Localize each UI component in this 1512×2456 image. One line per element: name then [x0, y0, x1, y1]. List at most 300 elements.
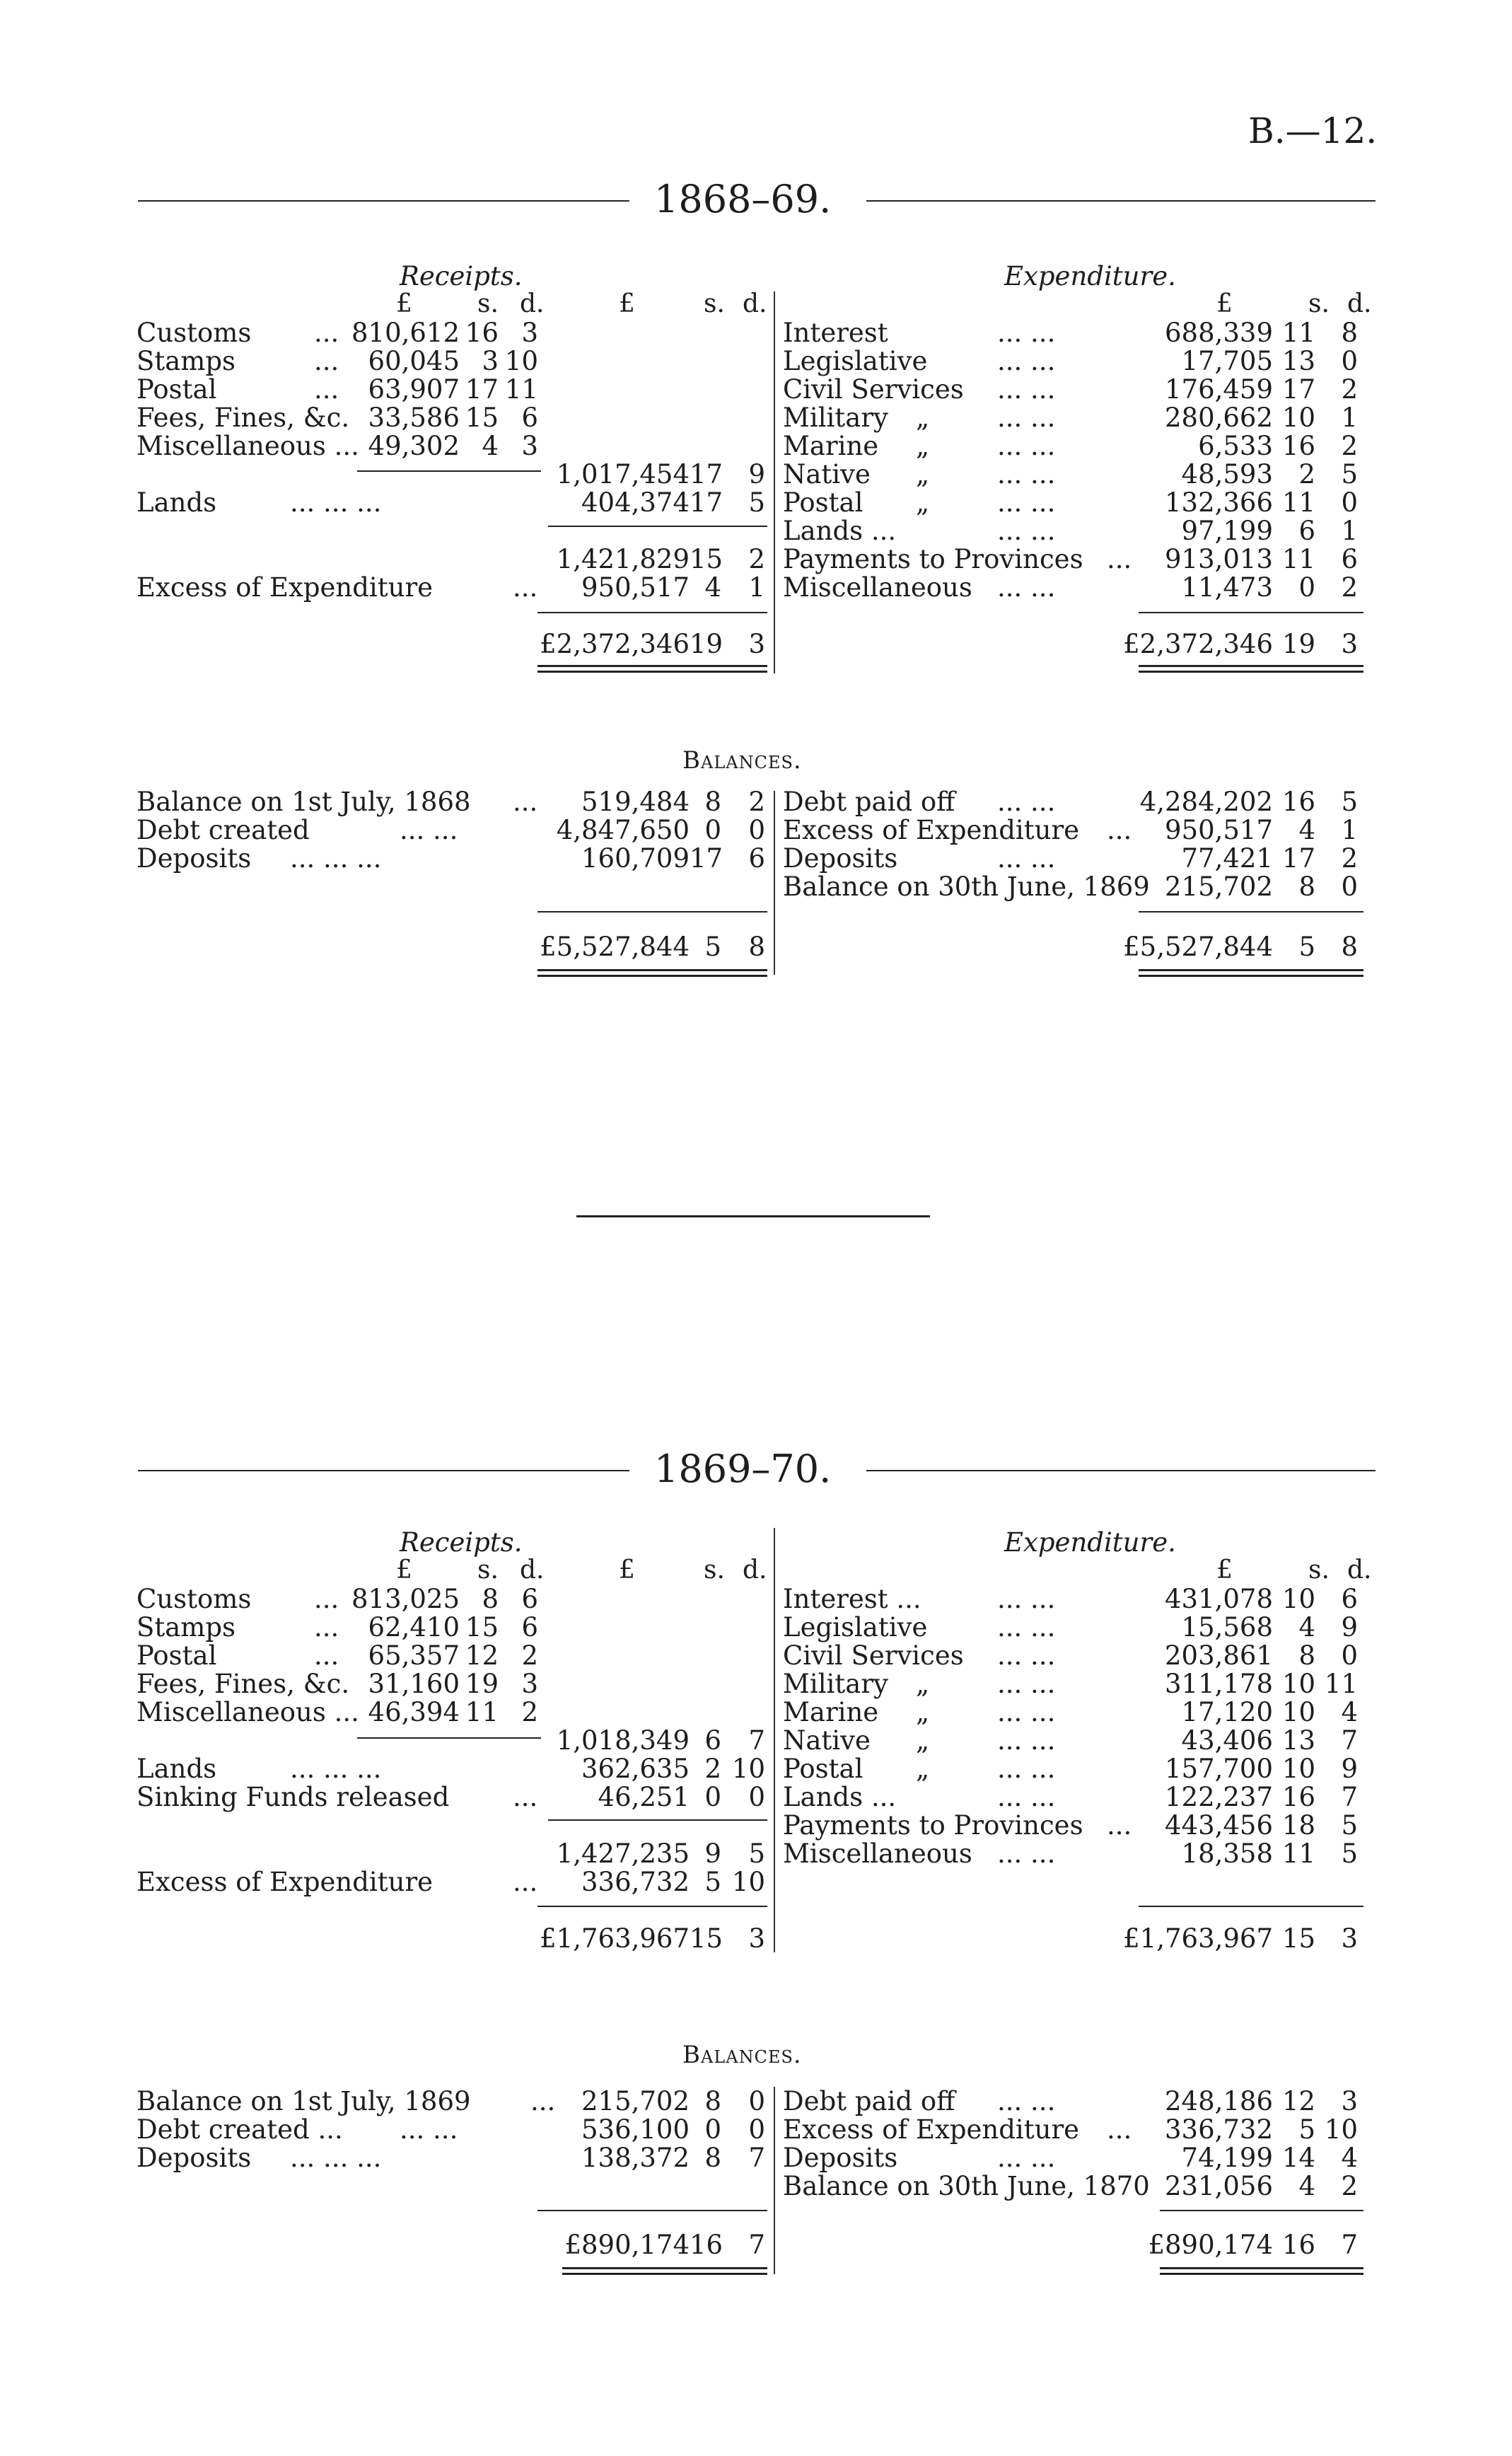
subtotal-pence: 2	[748, 544, 765, 574]
subtotal-shillings: 17	[690, 459, 723, 490]
expenditure-pounds: 43,406	[1181, 1725, 1273, 1756]
excess-label: Excess of Expenditure	[136, 1867, 434, 1897]
sinking-funds-label: Sinking Funds released	[136, 1782, 450, 1812]
total-pounds: £1,763,967	[1123, 1923, 1273, 1954]
balance-label: Deposits	[783, 843, 898, 874]
total-pence: 3	[748, 1923, 765, 1954]
total-shillings: 5	[1298, 932, 1315, 962]
subtotal-pounds: 1,421,829	[556, 544, 690, 574]
dots: ... ...	[997, 572, 1056, 603]
balance-pounds: 248,186	[1164, 2086, 1273, 2116]
lands-label: Lands	[136, 487, 217, 518]
expenditure-pounds: 311,178	[1164, 1669, 1273, 1699]
total-shillings: 16	[1281, 2230, 1315, 2260]
receipt-pounds: 49,302	[368, 431, 460, 461]
total-pence: 3	[748, 629, 765, 659]
double-rule	[1160, 2273, 1363, 2275]
title-rule-left	[138, 200, 629, 202]
expenditure-pounds: 97,199	[1181, 516, 1273, 546]
pounds-header: £	[619, 1556, 635, 1585]
expenditure-pounds: 15,568	[1181, 1612, 1273, 1643]
expenditure-shillings: 2	[1298, 459, 1315, 490]
dots: ... ...	[997, 374, 1056, 405]
balance-label: Balance on 30th June, 1869	[783, 871, 1150, 902]
expenditure-shillings: 10	[1281, 1669, 1315, 1699]
expenditure-pounds: 176,459	[1164, 374, 1273, 405]
total-pounds: £2,372,346	[1123, 629, 1273, 659]
expenditure-pence: 5	[1341, 1838, 1358, 1869]
pounds-header: £	[396, 289, 412, 318]
lands-pounds: 362,635	[581, 1754, 690, 1784]
balance-shillings: 4	[1298, 2171, 1315, 2201]
receipt-pence: 3	[521, 431, 538, 461]
dots: ...	[1107, 2114, 1132, 2145]
expenditure-pence: 2	[1341, 431, 1358, 461]
balance-pence: 5	[1341, 787, 1358, 817]
expenditure-label: Military	[783, 402, 888, 433]
balance-label: Debt created	[136, 815, 310, 845]
expenditure-heading: Expenditure.	[1004, 1527, 1176, 1558]
dots: ... ...	[997, 2143, 1056, 2173]
total-pounds: £2,372,346	[540, 629, 690, 659]
lands-pounds: 404,374	[581, 487, 690, 518]
receipt-pounds: 65,357	[368, 1640, 460, 1671]
shillings-header: s.	[477, 289, 499, 318]
dots: ... ...	[997, 487, 1056, 518]
dots: ...	[513, 787, 538, 817]
subtotal-rule	[548, 1819, 767, 1821]
dots: ... ...	[997, 516, 1056, 546]
pounds-header: £	[396, 1556, 412, 1585]
expenditure-pence: 0	[1341, 1640, 1358, 1671]
balance-pence: 10	[1324, 2114, 1358, 2145]
total-pence: 3	[1341, 629, 1358, 659]
expenditure-pence: 0	[1341, 346, 1358, 376]
receipt-shillings: 17	[465, 374, 499, 405]
double-rule	[537, 665, 767, 667]
receipt-shillings: 8	[482, 1584, 499, 1614]
expenditure-shillings: 16	[1281, 1782, 1315, 1812]
expenditure-shillings: 11	[1281, 1838, 1315, 1869]
receipt-pounds: 46,394	[368, 1697, 460, 1727]
receipt-label: Postal	[136, 1640, 217, 1671]
expenditure-shillings: 4	[1298, 1612, 1315, 1643]
ditto-mark: „	[916, 402, 930, 433]
expenditure-label: Civil Services	[783, 1640, 964, 1671]
column-divider	[774, 1528, 775, 1952]
balance-label: Balance on 1st July, 1868	[136, 787, 471, 817]
expenditure-pounds: 688,339	[1164, 318, 1273, 348]
balance-shillings: 8	[704, 2143, 721, 2173]
ditto-mark: „	[916, 1754, 930, 1784]
expenditure-label: Marine	[783, 431, 879, 461]
balance-pounds: 215,702	[1164, 871, 1273, 902]
total-pence: 3	[1341, 1923, 1358, 1954]
double-rule	[537, 671, 767, 673]
dots: ... ...	[997, 1725, 1056, 1756]
expenditure-heading: Expenditure.	[1004, 261, 1176, 291]
subtotal-shillings: 9	[704, 1838, 721, 1869]
expenditure-label: Civil Services	[783, 374, 964, 405]
dots: ...	[314, 1584, 339, 1614]
balance-shillings: 17	[690, 843, 723, 874]
expenditure-shillings: 11	[1281, 544, 1315, 574]
pence-header: d.	[520, 1556, 545, 1585]
receipt-shillings: 3	[482, 346, 499, 376]
expenditure-pounds: 913,013	[1164, 544, 1273, 574]
double-rule	[1160, 2267, 1363, 2269]
subtotal-pence: 5	[748, 1838, 765, 1869]
balance-label: Excess of Expenditure	[783, 2114, 1080, 2145]
receipt-shillings: 19	[465, 1669, 499, 1699]
title-rule-left	[138, 1470, 629, 1471]
receipt-label: Customs	[136, 318, 252, 348]
title-rule-right	[866, 200, 1376, 202]
expenditure-label: Payments to Provinces	[783, 1810, 1083, 1841]
balance-pence: 4	[1341, 2143, 1358, 2173]
expenditure-pounds: 203,861	[1164, 1640, 1273, 1671]
balance-pounds: 138,372	[581, 2143, 690, 2173]
expenditure-pounds: 132,366	[1164, 487, 1273, 518]
lands-pence: 5	[748, 487, 765, 518]
expenditure-label: Military	[783, 1669, 888, 1699]
expenditure-pence: 7	[1341, 1725, 1358, 1756]
subtotal-pounds: 1,017,454	[556, 459, 690, 490]
subtotal-shillings: 6	[704, 1725, 721, 1756]
balance-pence: 0	[748, 2114, 765, 2145]
ditto-mark: „	[916, 1725, 930, 1756]
ditto-mark: „	[916, 487, 930, 518]
dots: ... ...	[997, 346, 1056, 376]
expenditure-pence: 9	[1341, 1612, 1358, 1643]
excess-pence: 1	[748, 572, 765, 603]
excess-shillings: 5	[704, 1867, 721, 1897]
total-rule	[1139, 911, 1363, 913]
expenditure-pence: 5	[1341, 1810, 1358, 1841]
total-rule	[537, 1906, 767, 1907]
receipt-pence: 2	[521, 1640, 538, 1671]
dots: ... ...	[997, 1838, 1056, 1869]
expenditure-shillings: 10	[1281, 1754, 1315, 1784]
subtotal-pence: 7	[748, 1725, 765, 1756]
section-title-1868: 1868–69.	[654, 177, 832, 221]
total-pounds: £890,174	[1148, 2230, 1273, 2260]
balance-shillings: 8	[704, 787, 721, 817]
title-rule-right	[866, 1470, 1376, 1471]
balance-pounds: 215,702	[581, 2086, 690, 2116]
shillings-header: s.	[1308, 1556, 1330, 1585]
total-shillings: 15	[1281, 1923, 1315, 1954]
expenditure-label: Lands ...	[783, 516, 897, 546]
expenditure-pounds: 443,456	[1164, 1810, 1273, 1841]
total-pence: 8	[748, 932, 765, 962]
excess-shillings: 4	[704, 572, 721, 603]
balance-shillings: 17	[1281, 843, 1315, 874]
balances-heading: Balances.	[682, 2041, 802, 2069]
expenditure-pence: 11	[1324, 1669, 1358, 1699]
dots: ... ...	[997, 2086, 1056, 2116]
expenditure-label: Postal	[783, 1754, 863, 1784]
expenditure-pounds: 280,662	[1164, 402, 1273, 433]
pounds-header: £	[1216, 289, 1233, 318]
expenditure-pounds: 122,237	[1164, 1782, 1273, 1812]
expenditure-shillings: 10	[1281, 402, 1315, 433]
receipt-label: Postal	[136, 374, 217, 405]
dots: ...	[1107, 1810, 1132, 1841]
double-rule	[1139, 969, 1363, 971]
dots: ...	[513, 572, 538, 603]
expenditure-pence: 6	[1341, 1584, 1358, 1614]
dots: ... ...	[997, 1584, 1056, 1614]
expenditure-pence: 6	[1341, 544, 1358, 574]
balance-shillings: 8	[704, 2086, 721, 2116]
sinking-funds-pounds: 46,251	[598, 1782, 690, 1812]
dots: ... ... ...	[290, 1754, 382, 1784]
total-shillings: 19	[690, 629, 723, 659]
receipt-pounds: 31,160	[368, 1669, 460, 1699]
receipt-label: Customs	[136, 1584, 252, 1614]
receipt-shillings: 16	[465, 318, 499, 348]
receipt-label: Miscellaneous ...	[136, 1697, 359, 1727]
receipt-label: Miscellaneous ...	[136, 431, 359, 461]
balance-pounds: 336,732	[1164, 2114, 1273, 2145]
dots: ...	[1107, 544, 1132, 574]
balance-pounds: 231,056	[1164, 2171, 1273, 2201]
balance-pounds: 4,284,202	[1139, 787, 1273, 817]
balance-shillings: 14	[1281, 2143, 1315, 2173]
lands-shillings: 17	[690, 487, 723, 518]
expenditure-pounds: 11,473	[1181, 572, 1273, 603]
double-rule	[1139, 665, 1363, 667]
total-shillings: 16	[690, 2230, 723, 2260]
subtotal-pounds: 1,427,235	[556, 1838, 690, 1869]
receipt-pence: 6	[521, 1612, 538, 1643]
subtotal-rule	[548, 526, 767, 527]
balance-label: Debt paid off	[783, 2086, 955, 2116]
balance-pounds: 519,484	[581, 787, 690, 817]
total-pounds: £5,527,844	[1123, 932, 1273, 962]
dots: ... ...	[997, 1754, 1056, 1784]
pounds-header: £	[619, 289, 635, 318]
expenditure-pence: 5	[1341, 459, 1358, 490]
excess-pence: 10	[731, 1867, 765, 1897]
expenditure-shillings: 0	[1298, 572, 1315, 603]
dots: ...	[314, 346, 339, 376]
pence-header: d.	[1347, 289, 1372, 318]
expenditure-pounds: 48,593	[1181, 459, 1273, 490]
receipt-label: Stamps	[136, 1612, 236, 1643]
balance-pence: 2	[748, 787, 765, 817]
balance-pence: 0	[748, 2086, 765, 2116]
expenditure-label: Postal	[783, 487, 863, 518]
balance-label: Debt paid off	[783, 787, 955, 817]
dots: ... ...	[400, 815, 458, 845]
page-reference: B.—12.	[1248, 110, 1378, 151]
total-pounds: £890,174	[564, 2230, 690, 2260]
dots: ...	[513, 1782, 538, 1812]
subtotal-rule	[357, 1737, 541, 1739]
receipt-shillings: 4	[482, 431, 499, 461]
pence-header: d.	[520, 289, 545, 318]
expenditure-shillings: 13	[1281, 1725, 1315, 1756]
balance-pounds: 160,709	[581, 843, 690, 874]
expenditure-label: Legislative	[783, 1612, 928, 1643]
balance-shillings: 16	[1281, 787, 1315, 817]
subtotal-pence: 9	[748, 459, 765, 490]
expenditure-label: Lands ...	[783, 1782, 897, 1812]
dots: ...	[314, 318, 339, 348]
balance-label: Debt created ...	[136, 2114, 343, 2145]
total-rule	[537, 2210, 767, 2211]
dots: ... ...	[997, 1612, 1056, 1643]
shillings-header: s.	[1308, 289, 1330, 318]
dots: ... ...	[997, 787, 1056, 817]
receipt-pence: 2	[521, 1697, 538, 1727]
column-divider	[774, 2087, 775, 2274]
ditto-mark: „	[916, 1669, 930, 1699]
double-rule	[537, 975, 767, 977]
dots: ... ...	[997, 1782, 1056, 1812]
balance-label: Deposits	[136, 2143, 252, 2173]
expenditure-pence: 8	[1341, 318, 1358, 348]
receipt-label: Fees, Fines, &c.	[136, 402, 350, 433]
expenditure-label: Marine	[783, 1697, 879, 1727]
column-divider	[774, 791, 775, 975]
balances-heading: Balances.	[682, 746, 802, 775]
balance-label: Deposits	[783, 2143, 898, 2173]
receipt-pounds: 813,025	[351, 1584, 460, 1614]
balance-pounds: 74,199	[1181, 2143, 1273, 2173]
expenditure-shillings: 11	[1281, 318, 1315, 348]
dots: ... ... ...	[290, 487, 382, 518]
expenditure-pounds: 17,120	[1181, 1697, 1273, 1727]
receipt-pence: 6	[521, 402, 538, 433]
pence-header: d.	[1347, 1556, 1372, 1585]
subtotal-shillings: 15	[690, 544, 723, 574]
balance-label: Balance on 1st July, 1869	[136, 2086, 471, 2116]
expenditure-pence: 4	[1341, 1697, 1358, 1727]
total-pence: 7	[748, 2230, 765, 2260]
total-shillings: 15	[690, 1923, 723, 1954]
dots: ... ... ...	[290, 843, 382, 874]
total-rule	[1160, 2210, 1363, 2211]
expenditure-pounds: 17,705	[1181, 346, 1273, 376]
expenditure-pence: 9	[1341, 1754, 1358, 1784]
sinking-funds-shillings: 0	[704, 1782, 721, 1812]
balance-pence: 7	[748, 2143, 765, 2173]
receipt-pounds: 62,410	[368, 1612, 460, 1643]
expenditure-label: Native	[783, 459, 871, 490]
expenditure-shillings: 6	[1298, 516, 1315, 546]
receipts-heading: Receipts.	[400, 261, 523, 291]
total-rule	[1139, 612, 1363, 613]
receipt-pence: 6	[521, 1584, 538, 1614]
lands-shillings: 2	[704, 1754, 721, 1784]
expenditure-shillings: 16	[1281, 431, 1315, 461]
shillings-header: s.	[704, 289, 725, 318]
receipt-label: Stamps	[136, 346, 236, 376]
excess-pounds: 950,517	[581, 572, 690, 603]
total-pounds: £5,527,844	[540, 932, 690, 962]
ditto-mark: „	[916, 1697, 930, 1727]
receipt-pence: 11	[504, 374, 538, 405]
excess-label: Excess of Expenditure	[136, 572, 434, 603]
balance-pence: 3	[1341, 2086, 1358, 2116]
expenditure-shillings: 10	[1281, 1697, 1315, 1727]
receipt-pence: 3	[521, 1669, 538, 1699]
expenditure-pounds: 157,700	[1164, 1754, 1273, 1784]
dots: ...	[513, 1867, 538, 1897]
currency-header	[396, 291, 412, 317]
dots: ... ...	[997, 1697, 1056, 1727]
expenditure-shillings: 13	[1281, 346, 1315, 376]
lands-pence: 10	[731, 1754, 765, 1784]
balance-label: Excess of Expenditure	[783, 815, 1080, 845]
double-rule	[562, 2267, 767, 2269]
dots: ... ...	[997, 431, 1056, 461]
receipt-pence: 3	[521, 318, 538, 348]
expenditure-shillings: 10	[1281, 1584, 1315, 1614]
sinking-funds-pence: 0	[748, 1782, 765, 1812]
double-rule	[537, 969, 767, 971]
expenditure-label: Payments to Provinces	[783, 544, 1083, 574]
expenditure-shillings: 8	[1298, 1640, 1315, 1671]
excess-pounds: 336,732	[581, 1867, 690, 1897]
balance-pence: 1	[1341, 815, 1358, 845]
expenditure-pence: 2	[1341, 572, 1358, 603]
dots: ... ...	[997, 843, 1056, 874]
total-rule	[537, 612, 767, 613]
expenditure-shillings: 18	[1281, 1810, 1315, 1841]
receipt-shillings: 15	[465, 1612, 499, 1643]
section-separator	[576, 1215, 930, 1217]
receipt-pounds: 810,612	[351, 318, 460, 348]
total-pence: 7	[1341, 2230, 1358, 2260]
pence-header: d.	[743, 289, 767, 318]
pence-header: d.	[743, 1556, 767, 1585]
expenditure-label: Miscellaneous	[783, 1838, 972, 1869]
total-rule	[1139, 1906, 1363, 1907]
receipt-shillings: 11	[465, 1697, 499, 1727]
balance-shillings: 5	[1298, 2114, 1315, 2145]
balance-pence: 2	[1341, 2171, 1358, 2201]
subtotal-rule	[357, 470, 541, 472]
dots: ... ...	[997, 318, 1056, 348]
total-rule	[537, 911, 767, 913]
lands-label: Lands	[136, 1754, 217, 1784]
balance-pence: 0	[1341, 871, 1358, 902]
dots: ... ...	[997, 459, 1056, 490]
expenditure-label: Legislative	[783, 346, 928, 376]
dots: ... ...	[997, 1669, 1056, 1699]
balance-pence: 2	[1341, 843, 1358, 874]
receipt-shillings: 15	[465, 402, 499, 433]
balance-shillings: 8	[1298, 871, 1315, 902]
double-rule	[562, 2273, 767, 2275]
ditto-mark: „	[916, 431, 930, 461]
section-title-1869: 1869–70.	[654, 1447, 832, 1491]
balance-shillings: 12	[1281, 2086, 1315, 2116]
dots: ... ...	[997, 402, 1056, 433]
dots: ... ... ...	[290, 2143, 382, 2173]
total-shillings: 19	[1281, 629, 1315, 659]
balance-pounds: 77,421	[1181, 843, 1273, 874]
total-shillings: 5	[704, 932, 721, 962]
total-pounds: £1,763,967	[540, 1923, 690, 1954]
receipt-shillings: 12	[465, 1640, 499, 1671]
expenditure-pounds: 431,078	[1164, 1584, 1273, 1614]
double-rule	[1139, 671, 1363, 673]
